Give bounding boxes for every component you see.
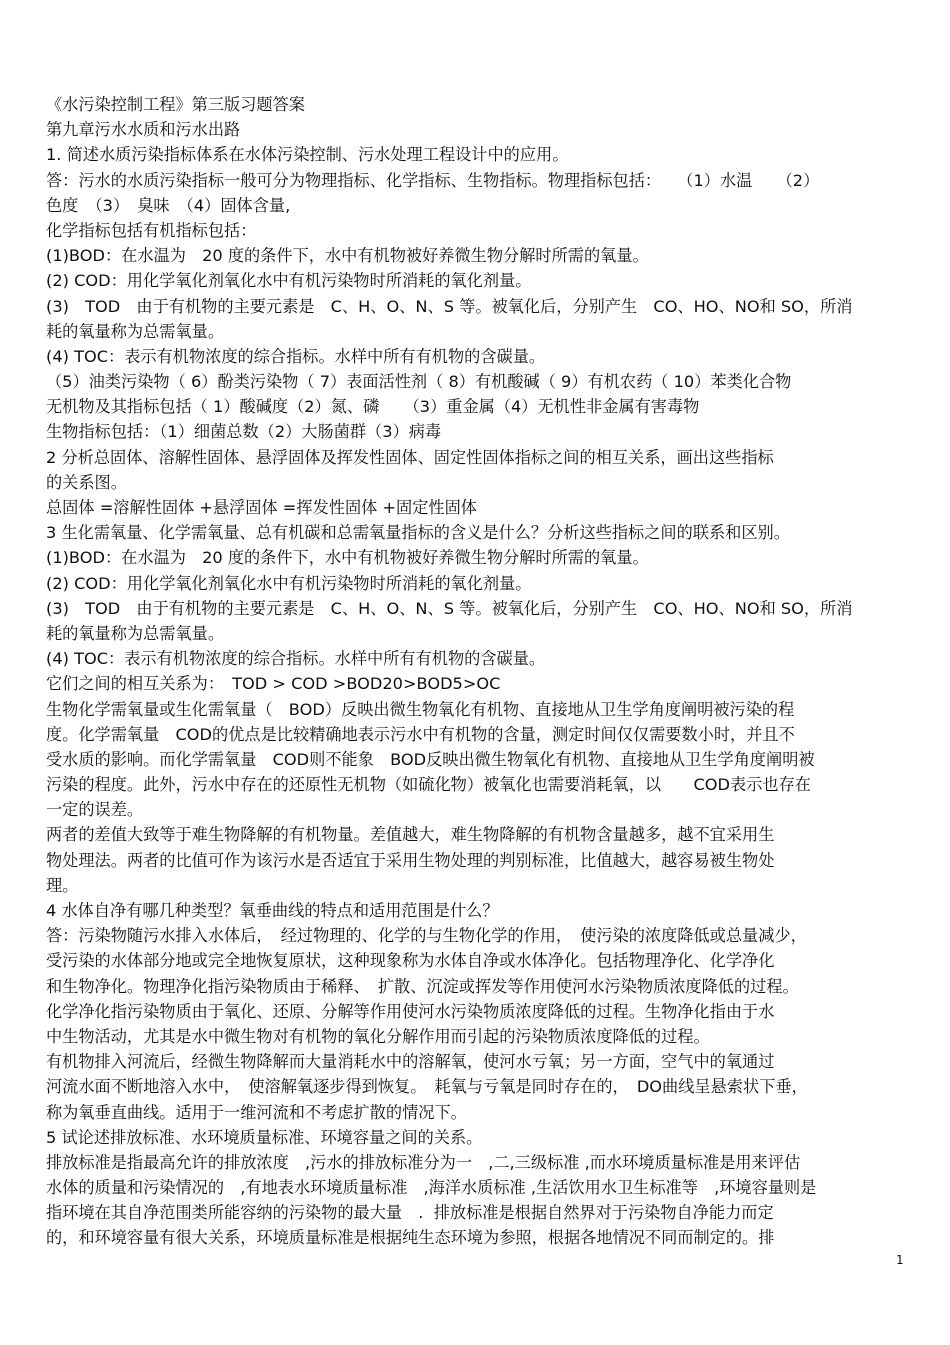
text-line: 耗的氧量称为总需氧量。 — [46, 321, 225, 341]
text-line: (1)BOD：在水温为 20 度的条件下，水中有机物被好养微生物分解时所需的氧量。 — [46, 548, 649, 568]
text-line: (2) COD：用化学氧化剂氧化水中有机污染物时所消耗的氧化剂量。 — [46, 271, 532, 291]
text-line: 生物指标包括：（1）细菌总数（2）大肠菌群（3）病毒 — [46, 422, 442, 442]
chapter-heading: 第九章污水水质和污水出路 — [46, 120, 241, 140]
text-line: 生物化学需氧量或生化需氧量（ BOD）反映出微生物氧化有机物、直接地从卫生学角度阐明被污染的程 — [46, 699, 795, 719]
question-5: 5 试论述排放标准、水环境质量标准、环境容量之间的关系。 — [46, 1127, 483, 1147]
text-line: 排放标准是指最高允许的排放浓度 ,污水的排放标准分为一 ,二,三级标准 ,而水环境质量标准是用来评估 — [46, 1152, 801, 1172]
text-line: (4) TOC：表示有机物浓度的综合指标。水样中所有有机物的含碳量。 — [46, 346, 546, 366]
text-line: 理。 — [46, 875, 79, 895]
text-line: 受污染的水体部分地或完全地恢复原状，这种现象称为水体自净或水体净化。包括物理净化、化学净化 — [46, 951, 775, 971]
text-line: 水体的质量和污染情况的 ,有地表水环境质量标准 ,海洋水质标准 ,生活饮用水卫生标准等 ,环境容量则是 — [46, 1178, 817, 1198]
text-line: 有机物排入河流后，经微生物降解而大量消耗水中的溶解氧，使河水亏氧；另一方面，空气中的氧通过 — [46, 1052, 775, 1072]
page-number: 1 — [896, 1253, 904, 1267]
question-4: 4 水体自净有哪几种类型？氧垂曲线的特点和适用范围是什么？ — [46, 901, 499, 920]
text-line: 河流水面不断地溶入水中， 使溶解氧逐步得到恢复。 耗氧与亏氧是同时存在的， DO曲线呈悬索状下垂， — [46, 1077, 808, 1097]
text-line: 一定的误差。 — [46, 800, 144, 820]
text-line: 称为氧垂直曲线。适用于一维河流和不考虑扩散的情况下。 — [46, 1102, 467, 1122]
text-line: 答：污水的水质污染指标一般可分为物理指标、化学指标、生物指标。物理指标包括： （1）水温 （2） — [46, 170, 820, 190]
question-2: 2 分析总固体、溶解性固体、悬浮固体及挥发性固体、固定性固体指标之间的相互关系，画出这些指标 — [46, 447, 774, 467]
text-line: 无机物及其指标包括（ 1）酸碱度（2）氮、磷 （3）重金属（4）无机性非金属有害毒物 — [46, 397, 700, 417]
text-line: (4) TOC：表示有机物浓度的综合指标。水样中所有有机物的含碳量。 — [46, 649, 546, 669]
question-1: 1. 简述水质污染指标体系在水体污染控制、污水处理工程设计中的应用。 — [46, 145, 569, 165]
text-line: (2) COD：用化学氧化剂氧化水中有机污染物时所消耗的氧化剂量。 — [46, 573, 532, 593]
text-line: 答：污染物随污水排入水体后， 经过物理的、化学的与生物化学的作用， 使污染的浓度降低或总量减少， — [46, 926, 807, 946]
document-body — [46, 92, 916, 1251]
text-line: 化学净化指污染物质由于氧化、还原、分解等作用使河水污染物质浓度降低的过程。生物净化指由于水 — [46, 1001, 775, 1021]
text-line: (3) TOD 由于有机物的主要元素是 C、H、O、N、S 等。被氧化后，分别产生 CO、HO、NO和 SO，所消 — [46, 296, 853, 316]
text-line: 度。化学需氧量 COD的优点是比较精确地表示污水中有机物的含量，测定时间仅仅需要数小时，并且不 — [46, 724, 795, 744]
text-line: (1)BOD：在水温为 20 度的条件下，水中有机物被好养微生物分解时所需的氧量。 — [46, 246, 649, 266]
text-line: 和生物净化。物理净化指污染物质由于稀释、 扩散、沉淀或挥发等作用使河水污染物质浓度降低的过程。 — [46, 976, 799, 996]
text-line: 的，和环境容量有很大关系，环境质量标准是根据纯生态环境为参照，根据各地情况不同而制定的。排 — [46, 1228, 775, 1248]
text-line: 中生物活动，尤其是水中微生物对有机物的氧化分解作用而引起的污染物质浓度降低的过程。 — [46, 1026, 710, 1046]
text-line: 污染的程度。此外，污水中存在的还原性无机物（如硫化物）被氧化也需要消耗氧，以 COD表示也存在 — [46, 775, 811, 795]
text-line: 色度 （3） 臭味 （4）固体含量, — [46, 195, 291, 215]
text-line: 的关系图。 — [46, 472, 127, 492]
text-line: （5）油类污染物（ 6）酚类污染物（ 7）表面活性剂（ 8）有机酸碱（ 9）有机农药（ 10）苯类化合物 — [46, 372, 792, 392]
text-line: 物处理法。两者的比值可作为该污水是否适宜于采用生物处理的判别标准，比值越大，越容易被生物处 — [46, 850, 775, 870]
text-line: 总固体 =溶解性固体 +悬浮固体 =挥发性固体 +固定性固体 — [46, 498, 477, 517]
text-line: 化学指标包括有机指标包括： — [46, 220, 257, 240]
doc-title: 《水污染控制工程》第三版习题答案 — [46, 95, 305, 114]
text-line: 两者的差值大致等于难生物降解的有机物量。差值越大，难生物降解的有机物含量越多，越不宜采用生 — [46, 825, 775, 845]
text-line: 耗的氧量称为总需氧量。 — [46, 623, 225, 643]
text-line: 它们之间的相互关系为： TOD > COD >BOD20>BOD5>OC — [46, 674, 501, 694]
question-3: 3 生化需氧量、化学需氧量、总有机碳和总需氧量指标的含义是什么？分析这些指标之间的联系和区别。 — [46, 523, 790, 543]
text-line: 受水质的影响。而化学需氧量 COD则不能象 BOD反映出微生物氧化有机物、直接地从卫生学角度阐明被 — [46, 749, 815, 769]
text-line: (3) TOD 由于有机物的主要元素是 C、H、O、N、S 等。被氧化后，分别产生 CO、HO、NO和 SO，所消 — [46, 598, 853, 618]
text-line: 指环境在其自净范围类所能容纳的污染物的最大量 . 排放标准是根据自然界对于污染物自净能力而定 — [46, 1203, 774, 1223]
